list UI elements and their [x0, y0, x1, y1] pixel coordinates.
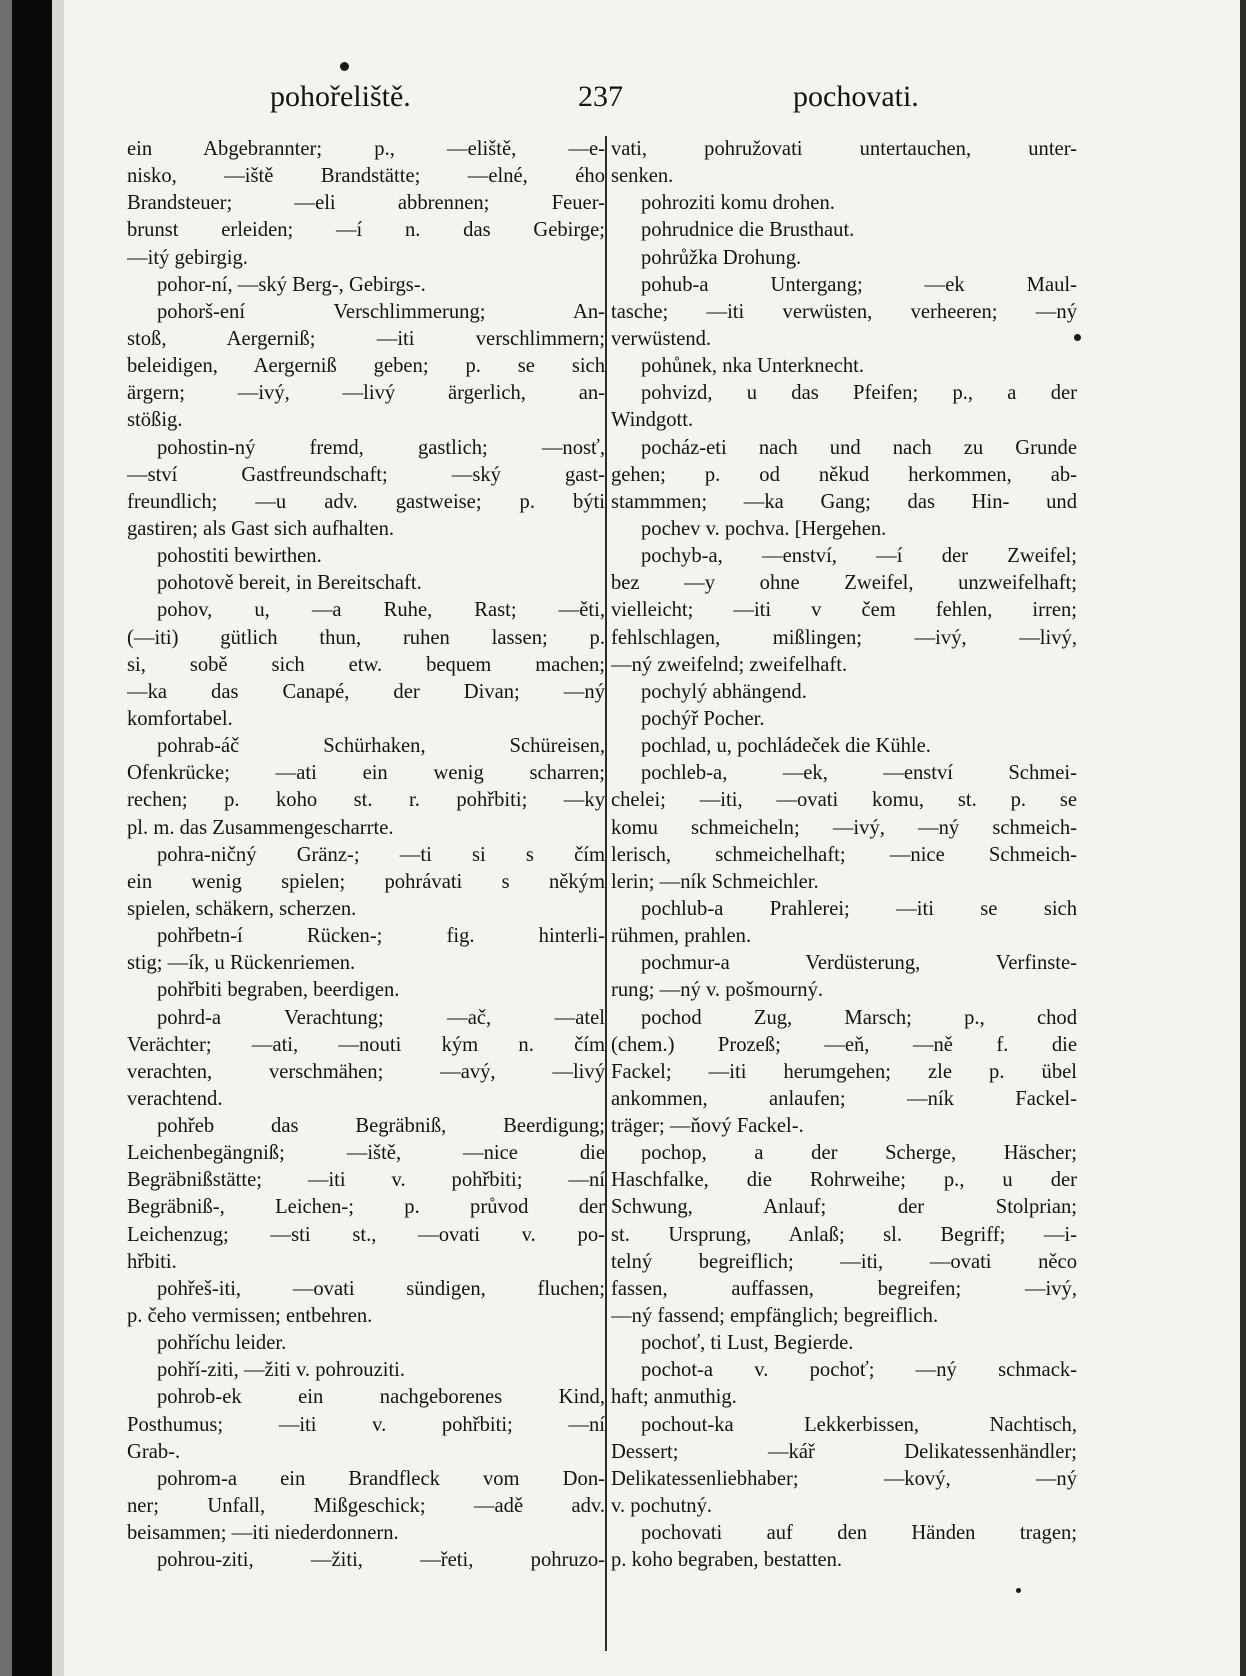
dictionary-line: pohub-a Untergang; —ek Maul-	[641, 273, 1077, 296]
dictionary-line: Windgott.	[611, 409, 694, 432]
dictionary-line: Dessert; —kář Delikatessenhändler;	[611, 1440, 1077, 1463]
dictionary-line: (—iti) gütlich thun, ruhen lassen; p.	[127, 626, 605, 649]
dictionary-line: pochev v. pochva. [Hergehen.	[641, 517, 887, 540]
dictionary-line: pochlub-a Prahlerei; —iti se sich	[641, 897, 1077, 920]
dictionary-line: p. koho begraben, bestatten.	[611, 1549, 843, 1572]
printer-mark-dot	[340, 62, 349, 71]
dictionary-line: Brandsteuer; —eli abbrennen; Feuer-	[127, 192, 605, 215]
page-number: 237	[578, 80, 623, 113]
dictionary-line: pochovati auf den Händen tragen;	[641, 1522, 1077, 1545]
dictionary-line: p. čeho vermissen; entbehren.	[127, 1305, 373, 1328]
dictionary-line: pohorš-ení Verschlimmerung; An-	[157, 300, 605, 323]
dictionary-line: pohřbetn-í Rücken-; fig. hinterli-	[157, 925, 605, 948]
right-column	[611, 136, 1077, 1574]
dictionary-line: telný begreiflich; —iti, —ovati něco	[611, 1250, 1077, 1273]
page-inner-shadow	[52, 0, 64, 1676]
left-column	[127, 136, 605, 1574]
dictionary-line: beisammen; —iti niederdonnern.	[127, 1522, 399, 1545]
dictionary-line: st. Ursprung, Anlaß; sl. Begriff; —i-	[611, 1223, 1077, 1246]
dictionary-line: lerisch, schmeichelhaft; —nice Schmeich-	[611, 843, 1077, 866]
dictionary-line: Leichenzug; —sti st., —ovati v. po-	[127, 1223, 605, 1246]
dictionary-line: pohvizd, u das Pfeifen; p., a der	[641, 382, 1077, 405]
dictionary-line: beleidigen, Aergerniß geben; p. se sich	[127, 355, 605, 378]
dictionary-line: verachten, verschmähen; —avý, —livý	[127, 1060, 605, 1083]
dictionary-line: —ství Gastfreundschaft; —ský gast-	[127, 463, 605, 486]
dictionary-line: nisko, —iště Brandstätte; —elné, ého	[127, 165, 605, 188]
dictionary-line: pohrob-ek ein nachgeborenes Kind,	[157, 1386, 605, 1409]
dictionary-line: pohříchu leider.	[157, 1332, 287, 1355]
dictionary-line: pochmur-a Verdüsterung, Verfinste-	[641, 952, 1077, 975]
header-first-headword: pohořeliště.	[270, 80, 411, 113]
dictionary-line: pohřbiti begraben, beerdigen.	[157, 979, 400, 1002]
dictionary-line: vielleicht; —iti v čem fehlen, irren;	[611, 599, 1077, 622]
dictionary-line: —ný fassend; empfänglich; begreiflich.	[611, 1305, 939, 1328]
dictionary-line: v. pochutný.	[611, 1495, 713, 1518]
dictionary-line: ärgern; —ivý, —livý ärgerlich, an-	[127, 382, 605, 405]
dictionary-line: si, sobě sich etw. bequem machen;	[127, 653, 605, 676]
dictionary-line: fehlschlagen, mißlingen; —ivý, —livý,	[611, 626, 1077, 649]
dictionary-line: verwüstend.	[611, 327, 712, 350]
dictionary-line: pocház-eti nach und nach zu Grunde	[641, 436, 1077, 459]
dictionary-line: Begräbnißstätte; —iti v. pohřbiti; —ní	[127, 1169, 605, 1192]
dictionary-line: spielen, schäkern, scherzen.	[127, 897, 357, 920]
dictionary-line: rung; —ný v. pošmourný.	[611, 979, 824, 1002]
dictionary-line: Verächter; —ati, —nouti kým n. čím	[127, 1033, 605, 1056]
dictionary-line: senken.	[611, 165, 674, 188]
dictionary-line: Fackel; —iti herumgehen; zle p. übel	[611, 1060, 1077, 1083]
dictionary-line: pohrd-a Verachtung; —ač, —atel	[157, 1006, 605, 1029]
dictionary-line: pohra-ničný Gränz-; —ti si s čím	[157, 843, 605, 866]
dictionary-line: ner; Unfall, Mißgeschick; —adě adv.	[127, 1495, 605, 1518]
dictionary-line: Posthumus; —iti v. pohřbiti; —ní	[127, 1413, 605, 1436]
running-header	[270, 80, 950, 124]
dictionary-line: verachtend.	[127, 1087, 223, 1110]
dictionary-line: Grab-.	[127, 1440, 181, 1463]
dictionary-line: stammmen; —ka Gang; das Hin- und	[611, 490, 1077, 513]
dictionary-line: ankommen, anlaufen; —ník Fackel-	[611, 1087, 1077, 1110]
dictionary-line: hřbiti.	[127, 1250, 177, 1273]
dictionary-line: stoß, Aergerniß; —iti verschlimmern;	[127, 327, 605, 350]
dictionary-line: pohostiti bewirthen.	[157, 545, 322, 568]
dictionary-line: freundlich; —u adv. gastweise; p. býti	[127, 490, 605, 513]
dictionary-line: haft; anmuthig.	[611, 1386, 737, 1409]
dictionary-line: ein Abgebrannter; p., —eliště, —e-	[127, 138, 605, 160]
dictionary-line: lerin; —ník Schmeichler.	[611, 870, 819, 893]
dictionary-line: pohotově bereit, in Bereitschaft.	[157, 572, 422, 595]
dictionary-line: pochýř Pocher.	[641, 707, 765, 730]
dictionary-line: träger; —ňový Fackel-.	[611, 1115, 804, 1138]
dictionary-line: tasche; —iti verwüsten, verheeren; —ný	[611, 300, 1077, 323]
column-divider	[605, 136, 607, 1651]
dictionary-line: brunst erleiden; —í n. das Gebirge;	[127, 219, 605, 242]
dictionary-line: pochop, a der Scherge, Häscher;	[641, 1142, 1077, 1165]
dictionary-line: bez —y ohne Zweifel, unzweifelhaft;	[611, 572, 1077, 595]
dictionary-line: komfortabel.	[127, 707, 233, 730]
dictionary-line: —itý gebirgig.	[127, 246, 248, 269]
dictionary-line: ein wenig spielen; pohrávati s někým	[127, 870, 605, 893]
dictionary-line: pohor-ní, —ský Berg-, Gebirgs-.	[157, 273, 426, 296]
dictionary-line: pohůnek, nka Unterknecht.	[641, 355, 865, 378]
dictionary-line: pohřeb das Begräbniß, Beerdigung;	[157, 1115, 605, 1138]
dictionary-line: pochot-a v. pochoť; —ný schmack-	[641, 1359, 1077, 1382]
dictionary-line: pohrab-áč Schürhaken, Schüreisen,	[157, 735, 605, 758]
dictionary-line: pohroziti komu drohen.	[641, 192, 835, 215]
dictionary-line: komu schmeicheln; —ivý, —ný schmeich-	[611, 816, 1077, 839]
dictionary-line: pochlad, u, pochládeček die Kühle.	[641, 735, 931, 758]
dictionary-line: Schwung, Anlauf; der Stolprian;	[611, 1196, 1077, 1219]
dictionary-line: Delikatessenliebhaber; —kový, —ný	[611, 1467, 1077, 1490]
dictionary-line: pohřeš-iti, —ovati sündigen, fluchen;	[157, 1277, 605, 1300]
dictionary-line: pohrou-ziti, —žiti, —řeti, pohruzo-	[157, 1549, 605, 1572]
dictionary-line: pohov, u, —a Ruhe, Rast; —ěti,	[157, 599, 605, 622]
dictionary-line: pochyb-a, —enství, —í der Zweifel;	[641, 545, 1077, 568]
page-right-edge	[1240, 0, 1246, 1676]
dictionary-line: Leichenbegängniß; —iště, —nice die	[127, 1142, 605, 1165]
dictionary-line: Ofenkrücke; —ati ein wenig scharren;	[127, 762, 605, 785]
dictionary-line: Begräbniß-, Leichen-; p. průvod der	[127, 1196, 605, 1219]
dictionary-line: —ný zweifelnd; zweifelhaft.	[611, 653, 848, 676]
speck-dot	[1074, 334, 1081, 341]
dictionary-line: rechen; p. koho st. r. pohřbiti; —ky	[127, 789, 605, 812]
dictionary-line: gastiren; als Gast sich aufhalten.	[127, 517, 395, 540]
dictionary-line: (chem.) Prozeß; —eň, —ně f. die	[611, 1033, 1077, 1056]
binding-strip	[0, 0, 12, 1676]
dictionary-line: pohrudnice die Brusthaut.	[641, 219, 855, 242]
dictionary-line: pohostin-ný fremd, gastlich; —nosť,	[157, 436, 605, 459]
dictionary-line: pochoť, ti Lust, Begierde.	[641, 1332, 854, 1355]
dictionary-line: pochod Zug, Marsch; p., chod	[641, 1006, 1077, 1029]
dictionary-line: stig; —ík, u Rückenriemen.	[127, 952, 356, 975]
dictionary-line: pochleb-a, —ek, —enství Schmei-	[641, 762, 1077, 785]
speck-dot	[1016, 1588, 1021, 1593]
dictionary-line: pochylý abhängend.	[641, 680, 807, 703]
dictionary-line: pohrůžka Drohung.	[641, 246, 802, 269]
header-last-headword: pochovati.	[793, 80, 919, 113]
dictionary-line: fassen, auffassen, begreifen; —ivý,	[611, 1277, 1077, 1300]
dictionary-line: gehen; p. od někud herkommen, ab-	[611, 463, 1077, 486]
dictionary-line: vati, pohružovati untertauchen, unter-	[611, 138, 1077, 160]
dictionary-line: stößig.	[127, 409, 183, 432]
dictionary-line: pochout-ka Lekkerbissen, Nachtisch,	[641, 1413, 1077, 1436]
dictionary-line: pohrom-a ein Brandfleck vom Don-	[157, 1467, 605, 1490]
dictionary-line: Haschfalke, die Rohrweihe; p., u der	[611, 1169, 1077, 1192]
dictionary-line: chelei; —iti, —ovati komu, st. p. se	[611, 789, 1077, 812]
dictionary-line: —ka das Canapé, der Divan; —ný	[127, 680, 605, 703]
dictionary-line: rühmen, prahlen.	[611, 925, 752, 948]
dictionary-line: pl. m. das Zusammengescharrte.	[127, 816, 394, 839]
dictionary-line: pohří-ziti, —žiti v. pohrouziti.	[157, 1359, 406, 1382]
